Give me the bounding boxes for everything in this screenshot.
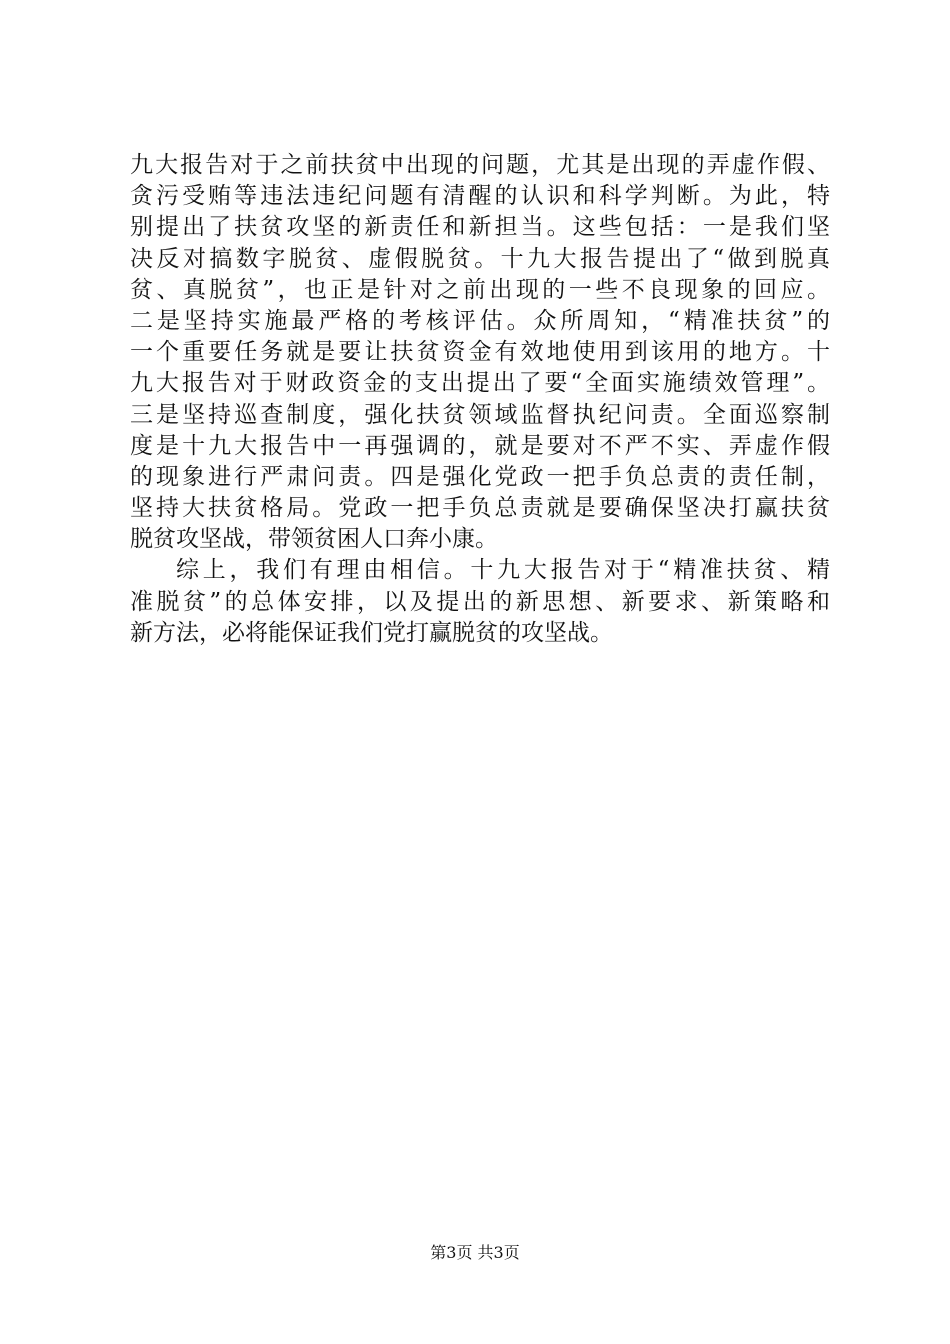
text-line: 坚持大扶贫格局。党政一把手负总责就是要确保坚决打赢扶贫 <box>130 495 830 522</box>
text-line: 九大报告对于之前扶贫中出现的问题，尤其是出现的弄虚作假、 <box>130 152 830 178</box>
text-line: 一个重要任务就是要让扶贫资金有效地使用到该用的地方。十 <box>130 339 830 366</box>
text-line: 决反对搞数字脱贫、虚假脱贫。十九大报告提出了“做到脱真 <box>130 245 830 272</box>
text-line: 别提出了扶贫攻坚的新责任和新担当。这些包括：一是我们坚 <box>130 214 830 241</box>
text-line: 综上，我们有理由相信。十九大报告对于“精准扶贫、精 <box>176 557 830 584</box>
text-line: 准脱贫”的总体安排，以及提出的新思想、新要求、新策略和 <box>130 588 830 615</box>
text-line: 九大报告对于财政资金的支出提出了要“全面实施绩效管理”。 <box>130 370 830 397</box>
text-line: 新方法，必将能保证我们党打赢脱贫的攻坚战。 <box>130 619 613 646</box>
text-line: 贫、真脱贫”，也正是针对之前出现的一些不良现象的回应。 <box>130 276 830 303</box>
document-body <box>130 150 830 649</box>
text-line: 脱贫攻坚战，带领贫困人口奔小康。 <box>130 526 498 553</box>
text-line: 二是坚持实施最严格的考核评估。众所周知，“精准扶贫”的 <box>130 307 830 334</box>
text-line: 贪污受贿等违法违纪问题有清醒的认识和科学判断。为此，特 <box>130 183 830 210</box>
text-line: 的现象进行严肃问责。四是强化党政一把手负总责的责任制， <box>130 463 830 490</box>
text-line: 度是十九大报告中一再强调的，就是要对不严不实、弄虚作假 <box>130 432 830 459</box>
text-line: 三是坚持巡查制度，强化扶贫领域监督执纪问责。全面巡察制 <box>130 401 830 428</box>
page-footer: 第3页 共3页 <box>430 1243 520 1262</box>
